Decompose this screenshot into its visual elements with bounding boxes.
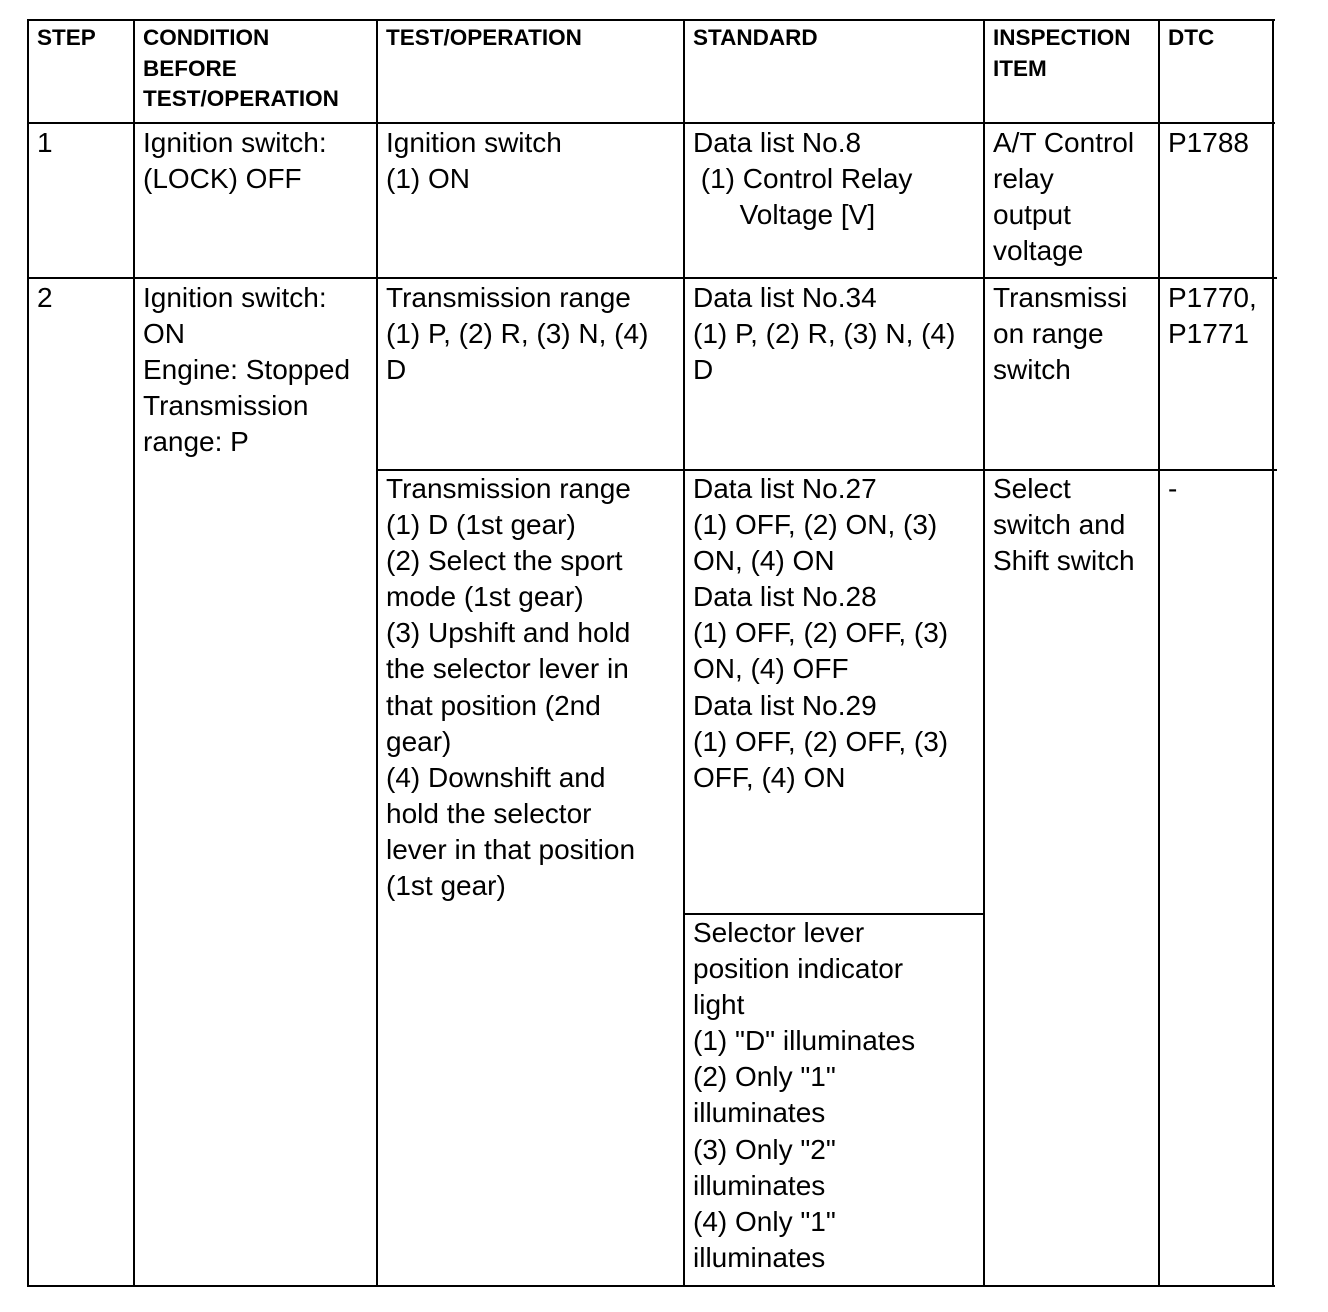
- header-inspection-item: INSPECTION ITEM: [993, 25, 1131, 81]
- row1-standard: Data list No.8 (1) Control Relay Voltage [V]: [693, 127, 913, 231]
- row1-test: Ignition switch (1) ON: [386, 127, 562, 195]
- row2b-standard: Data list No.27 (1) OFF, (2) ON, (3) ON, (4) ON Data list No.28 (1) OFF, (2) OFF, (3) ON, (4) OFF Data list No.29 (1) OFF, (2) OFF, (3) OFF, (4) ON: [693, 473, 949, 793]
- rule-right: [1272, 19, 1274, 1287]
- row2b-dtc: -: [1168, 473, 1178, 504]
- row2a-dtc: P1770, P1771: [1168, 282, 1257, 350]
- header-condition: CONDITION BEFORE TEST/OPERATION: [143, 25, 339, 111]
- rule-inspection-dtc: [1158, 19, 1160, 1287]
- row2a-standard: Data list No.34 (1) P, (2) R, (3) N, (4) D: [693, 282, 956, 386]
- rule-header-bottom: [27, 122, 1275, 124]
- rule-condition-test: [376, 19, 378, 1287]
- header-dtc: DTC: [1168, 25, 1215, 50]
- row1-step: 1: [37, 127, 53, 158]
- row1-dtc: P1788: [1168, 127, 1249, 158]
- rule-left: [27, 19, 29, 1287]
- rule-standard-inspection: [983, 19, 985, 1287]
- header-standard: STANDARD: [693, 25, 818, 50]
- row2-condition: Ignition switch: ON Engine: Stopped Transmission range: P: [143, 282, 351, 458]
- row2b-test: Transmission range (1) D (1st gear) (2) Select the sport mode (1st gear) (3) Upshift and hold the selector lever in that position (2nd gear) (4) Downshift and hold the selector lever in that position (1st gear): [386, 473, 636, 902]
- rule-row1-bottom: [27, 277, 1277, 279]
- row2b-standard-indicator: Selector lever position indicator light (1) "D" illuminates (2) Only "1" illuminates (3) Only "2" illuminates (4) Only "1" illuminates: [693, 917, 916, 1273]
- rule-bottom: [27, 1285, 1275, 1287]
- row2a-inspection: Transmissi on range switch: [993, 282, 1128, 386]
- rule-step-condition: [133, 19, 135, 1287]
- rule-test-standard: [683, 19, 685, 1287]
- rule-top: [27, 19, 1275, 21]
- header-step: STEP: [37, 25, 96, 50]
- header-test-operation: TEST/OPERATION: [386, 25, 582, 50]
- row2a-test: Transmission range (1) P, (2) R, (3) N, (4) D: [386, 282, 649, 386]
- row1-inspection: A/T Control relay output voltage: [993, 127, 1135, 267]
- row1-condition: Ignition switch: (LOCK) OFF: [143, 127, 327, 195]
- row2-step: 2: [37, 282, 53, 313]
- row2b-inspection: Select switch and Shift switch: [993, 473, 1135, 577]
